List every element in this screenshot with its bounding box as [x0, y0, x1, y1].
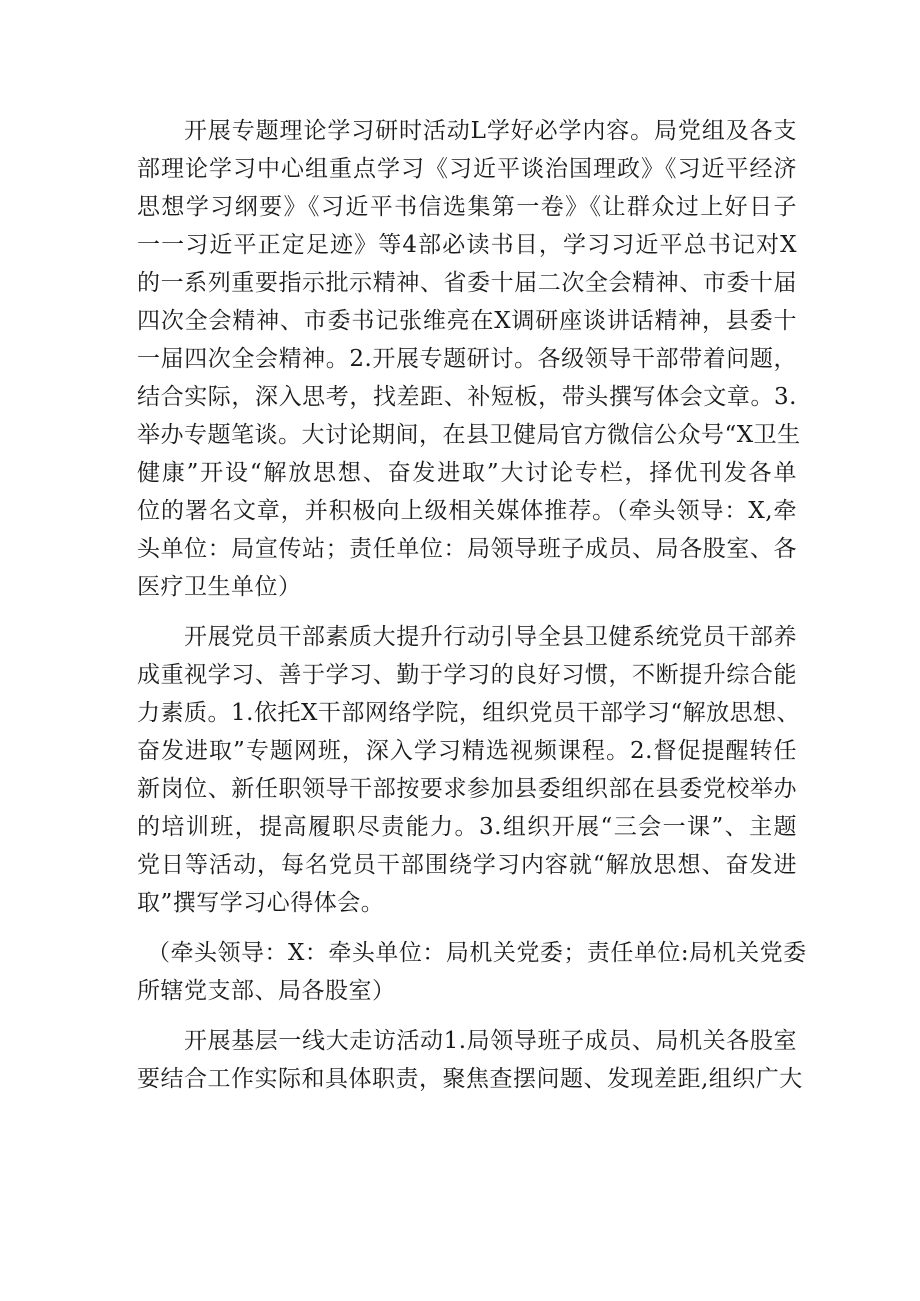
text-line: 所辖党支部、局各股室） [137, 978, 396, 1004]
text-line: 开展专题理论学习研时活动L学好必学内容。局党组及各支 [184, 118, 797, 144]
text-line: 头单位：局宣传站；责任单位：局领导班子成员、局各股室、各 [137, 536, 797, 562]
text-line: 取”撰写学习心得体会。 [137, 890, 385, 916]
text-line: 的一系列重要指示批示精神、省委十届二次全会精神、市委十届 [137, 270, 797, 296]
text-line: 开展基层一线大走访活动1.局领导班子成员、局机关各股室 [184, 1028, 797, 1054]
text-line: 部理论学习中心组重点学习《习近平谈治国理政》《习近平经济 [137, 156, 797, 182]
text-line: 四次全会精神、市委书记张维亮在X调研座谈讲话精神，县委十 [137, 308, 797, 334]
text-line: 奋发进取”专题网班，深入学习精选视频课程。2.督促提醒转任 [137, 738, 797, 764]
text-line: 一一习近平正定足迹》等4部必读书目，学习习近平总书记对X [137, 232, 797, 258]
text-line: 位的署名文章，并积极向上级相关媒体推荐。（牵头领导：X,牵 [137, 498, 797, 524]
text-line: 力素质。1.依托X干部网络学院，组织党员干部学习“解放思想、 [137, 700, 801, 726]
text-line: 结合实际，深入思考，找差距、补短板，带头撰写体会文章。3. [137, 384, 797, 410]
text-line: 的培训班，提高履职尽责能力。3.组织开展“三会一课”、主题 [137, 814, 797, 840]
text-line: 一届四次全会精神。2.开展专题研讨。各级领导干部带着问题， [137, 346, 797, 372]
text-line: 健康”开设“解放思想、奋发进取”大讨论专栏，择优刊发各单 [137, 460, 797, 486]
text-line: （牵头领导：X：牵头单位：局机关党委；责任单位:局机关党委 [147, 940, 807, 966]
text-line: 举办专题笔谈。大讨论期间，在县卫健局官方微信公众号“X卫生 [137, 422, 801, 448]
text-line: 开展党员干部素质大提升行动引导全县卫健系统党员干部养 [184, 624, 797, 650]
text-line: 新岗位、新任职领导干部按要求参加县委组织部在县委党校举办 [137, 776, 797, 802]
text-line: 要结合工作实际和具体职责，聚焦查摆问题、发现差距,组织广大 [137, 1066, 803, 1092]
text-line: 成重视学习、善于学习、勤于学习的良好习惯，不断提升综合能 [137, 662, 797, 688]
text-line: 党日等活动，每名党员干部围绕学习内容就“解放思想、奋发进 [137, 852, 797, 878]
text-line: 思想学习纲要》《习近平书信选集第一卷》《让群众过上好日子 [137, 194, 797, 220]
text-line: 医疗卫生单位） [137, 574, 302, 600]
